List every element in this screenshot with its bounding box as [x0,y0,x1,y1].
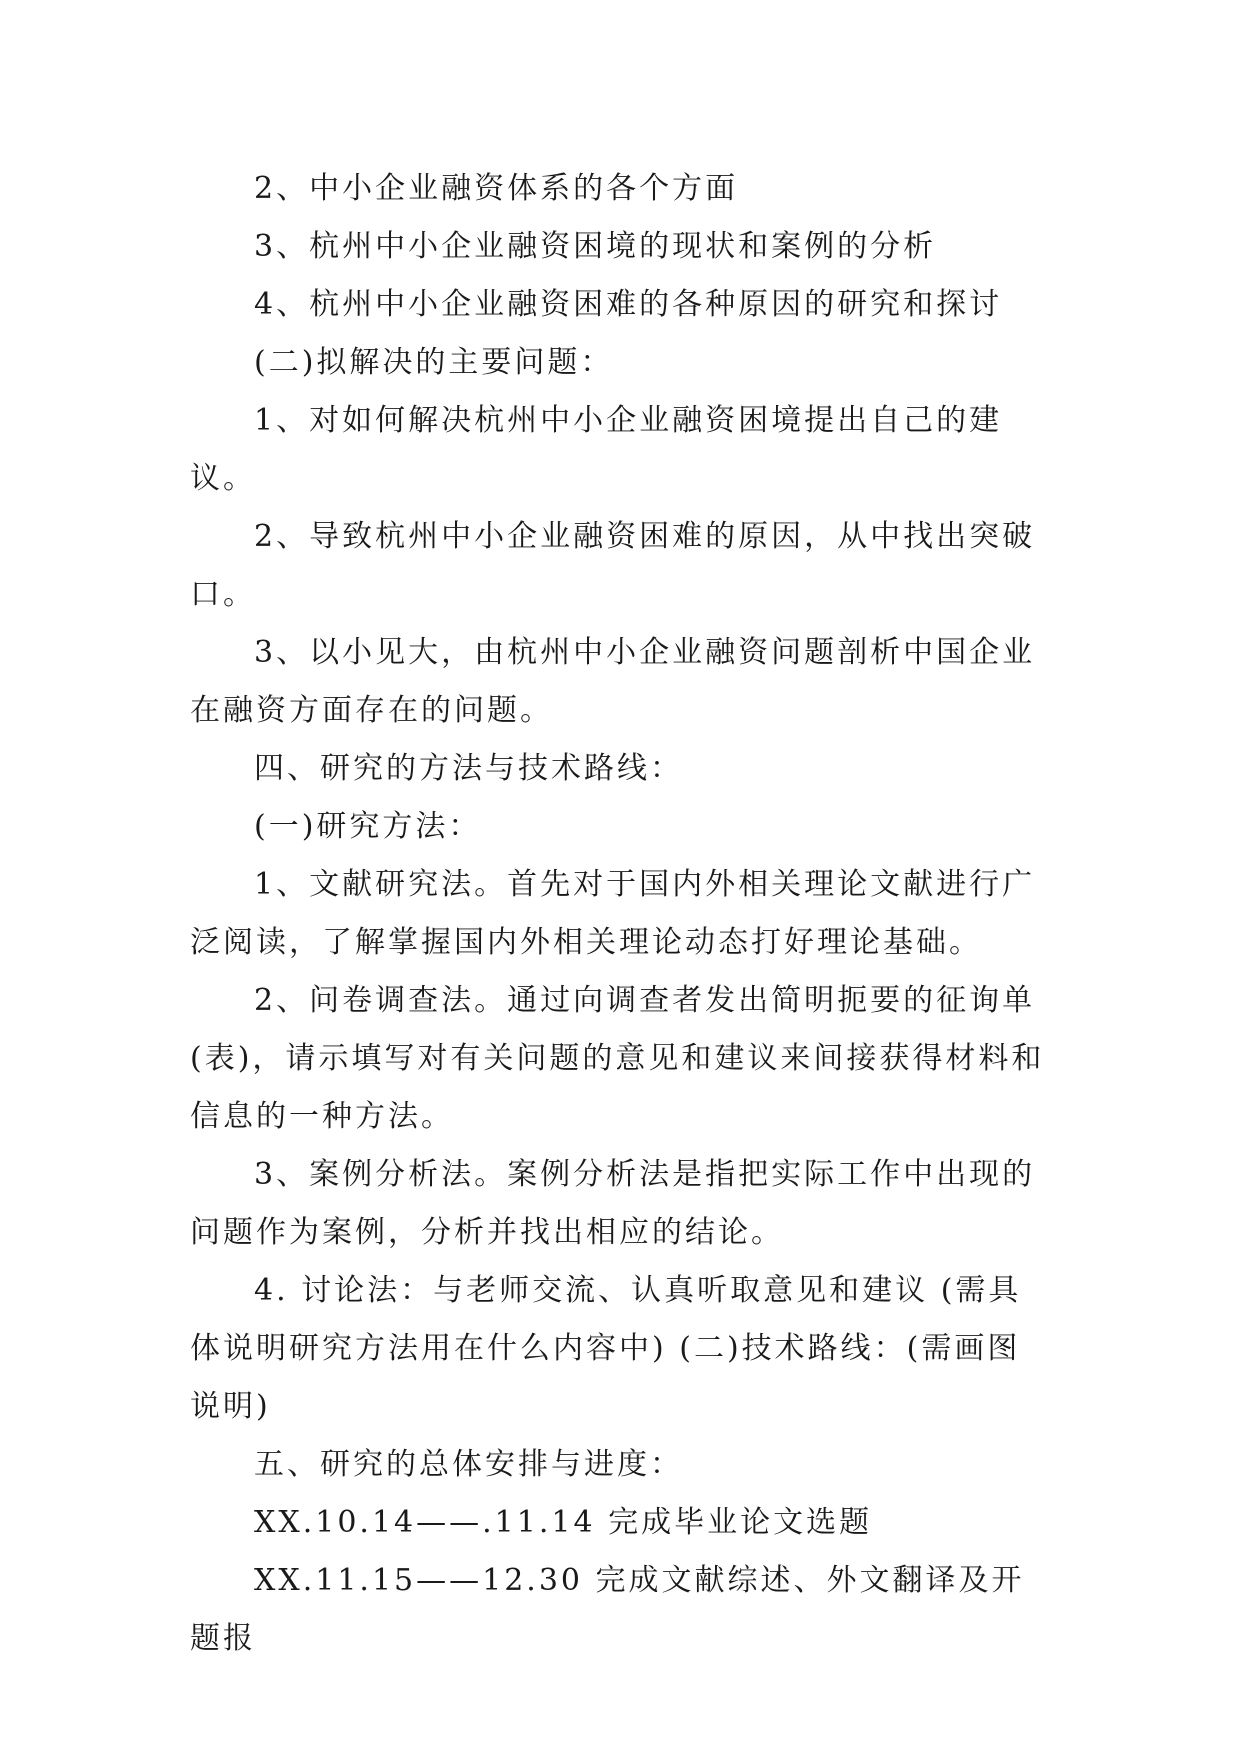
list-item: 4、杭州中小企业融资困难的各种原因的研究和探讨 [254,287,1003,322]
list-item: 4. 讨论法：与老师交流、认真听取意见和建议 (需具体说明研究方法用在什么内容中) (二)技术路线：(需画图说明) [190,1273,1022,1424]
section-heading: (一)研究方法： [254,809,482,844]
list-item: 2、问卷调查法。通过向调查者发出简明扼要的征询单(表)，请示填写对有关问题的意见和建议来间接获得材料和信息的一种方法。 [190,983,1045,1134]
list-item: 3、杭州中小企业融资困境的现状和案例的分析 [254,229,937,264]
list-item: 3、以小见大，由杭州中小企业融资问题剖析中国企业在融资方面存在的问题。 [190,635,1036,728]
list-item: 2、导致杭州中小企业融资困难的原因，从中找出突破口。 [190,519,1036,612]
list-item: 2、中小企业融资体系的各个方面 [254,171,739,206]
section-heading: 四、研究的方法与技术路线： [254,751,683,786]
schedule-item: XX.10.14——.11.14 完成毕业论文选题 [254,1505,873,1540]
section-heading: 五、研究的总体安排与进度： [254,1447,683,1482]
list-item: 1、文献研究法。首先对于国内外相关理论文献进行广泛阅读，了解掌握国内外相关理论动态打好理论基础。 [190,867,1036,960]
list-item: 3、案例分析法。案例分析法是指把实际工作中出现的问题作为案例，分析并找出相应的结论。 [190,1157,1036,1250]
list-item: 1、对如何解决杭州中小企业融资困境提出自己的建议。 [190,403,1003,496]
schedule-item: XX.11.15——12.30 完成文献综述、外文翻译及开题报 [190,1563,1025,1656]
section-heading: (二)拟解决的主要问题： [254,345,614,380]
document-page [190,160,1050,1668]
